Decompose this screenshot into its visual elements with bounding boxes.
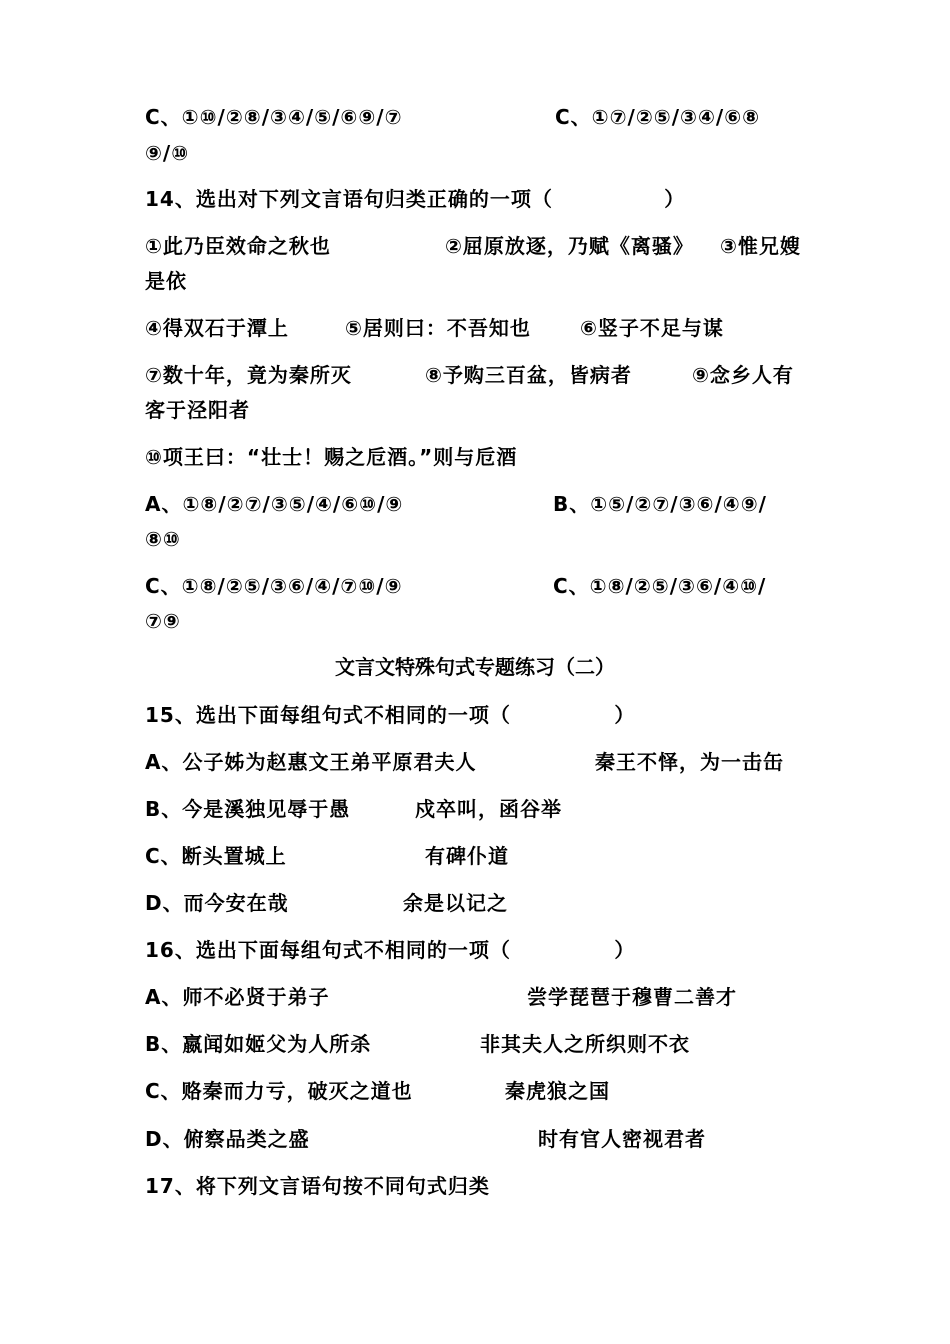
- text-line-20-0: A、师不必贤于弟子: [145, 985, 330, 1009]
- text-line-18-1: 余是以记之: [403, 891, 508, 915]
- text-line-6-2: ⑨念乡人有: [692, 363, 794, 387]
- text-line-11-0: C、①⑧/②⑤/③⑥/④/⑦⑩/⑨: [145, 574, 403, 598]
- text-line-0-1: C、①⑦/②⑤/③④/⑥⑧: [555, 105, 761, 129]
- text-line-22-1: 秦虎狼之国: [505, 1079, 610, 1103]
- text-line-23-1: 时有官人密视君者: [538, 1127, 706, 1151]
- text-line-17-0: C、断头置城上: [145, 844, 287, 868]
- text-line-1-0: ⑨/⑩: [145, 141, 190, 165]
- text-line-20-1: 尝学琵琶于穆曹二善才: [527, 985, 737, 1009]
- text-line-10-0: ⑧⑩: [145, 527, 181, 551]
- text-line-16-1: 戍卒叫，函谷举: [415, 797, 562, 821]
- text-line-5-1: ⑤居则曰：不吾知也: [345, 316, 531, 340]
- text-line-5-0: ④得双石于潭上: [145, 316, 289, 340]
- text-line-3-1: ②屈原放逐，乃赋《离骚》: [445, 234, 694, 258]
- text-line-9-1: B、①⑤/②⑦/③⑥/④⑨/: [553, 492, 767, 516]
- text-line-21-0: B、嬴闻如姬父为人所杀: [145, 1032, 372, 1056]
- text-line-24-0: 17、将下列文言语句按不同句式归类: [145, 1174, 490, 1198]
- text-line-4-0: 是依: [145, 269, 187, 293]
- text-line-15-1: 秦王不怿，为一击缶: [595, 750, 784, 774]
- text-line-23-0: D、俯察品类之盛: [145, 1127, 310, 1151]
- text-line-16-0: B、今是溪独见辱于愚: [145, 797, 351, 821]
- text-line-22-0: C、赂秦而力亏，破灭之道也: [145, 1079, 413, 1103]
- text-line-14-0: 15、选出下面每组句式不相同的一项（ ）: [145, 703, 636, 727]
- text-line-6-0: ⑦数十年，竟为秦所灭: [145, 363, 352, 387]
- section-title: 文言文特殊句式专题练习（二）: [335, 655, 615, 679]
- text-line-12-0: ⑦⑨: [145, 609, 181, 633]
- text-line-9-0: A、①⑧/②⑦/③⑤/④/⑥⑩/⑨: [145, 492, 404, 516]
- text-line-3-0: ①此乃臣效命之秋也: [145, 234, 331, 258]
- text-line-5-2: ⑥竖子不足与谋: [580, 316, 724, 340]
- text-line-21-1: 非其夫人之所织则不衣: [480, 1032, 690, 1056]
- text-line-3-2: ③惟兄嫂: [720, 234, 801, 258]
- text-line-18-0: D、而今安在哉: [145, 891, 289, 915]
- text-line-8-0: ⑩项王曰：“壮士！赐之卮酒。”则与卮酒: [145, 445, 518, 469]
- text-line-15-0: A、公子姊为赵惠文王弟平原君夫人: [145, 750, 477, 774]
- text-line-7-0: 客于泾阳者: [145, 398, 250, 422]
- text-line-2-0: 14、选出对下列文言语句归类正确的一项（ ）: [145, 187, 686, 211]
- text-line-0-0: C、①⑩/②⑧/③④/⑤/⑥⑨/⑦: [145, 105, 403, 129]
- text-line-11-1: C、①⑧/②⑤/③⑥/④⑩/: [553, 574, 767, 598]
- text-line-6-1: ⑧予购三百盆，皆病者: [425, 363, 632, 387]
- text-line-17-1: 有碑仆道: [425, 844, 509, 868]
- text-line-19-0: 16、选出下面每组句式不相同的一项（ ）: [145, 938, 636, 962]
